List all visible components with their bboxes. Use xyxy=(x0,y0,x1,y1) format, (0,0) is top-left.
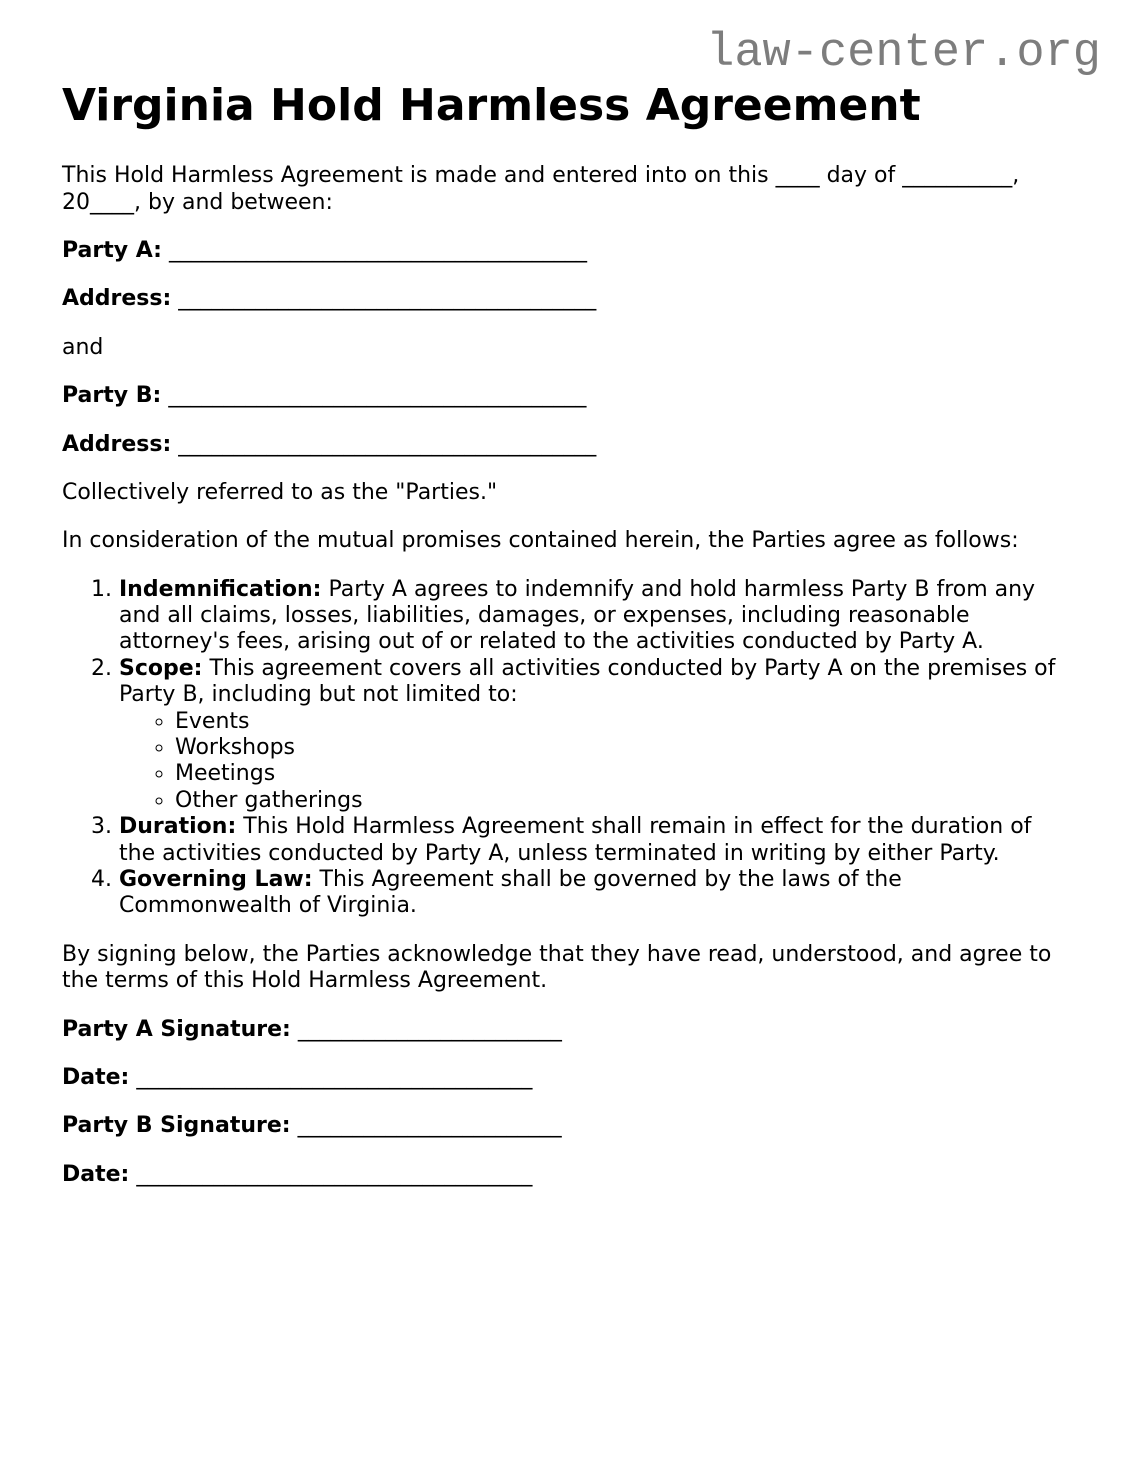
party-b-signature-blank: ________________________ xyxy=(297,1113,562,1139)
clause-item-duration xyxy=(119,814,1071,867)
clause-text: This Agreement shall be governed by the laws of the Commonwealth of Virginia. xyxy=(119,867,902,919)
party-a-signature-label: Party A Signature: xyxy=(62,1016,291,1042)
party-a-signature-blank: ________________________ xyxy=(297,1016,562,1042)
clause-title: Governing Law: xyxy=(119,867,313,892)
clause-item-scope xyxy=(119,656,1071,814)
party-a-date-blank: ____________________________________ xyxy=(136,1064,533,1090)
party-b-address-label: Address: xyxy=(62,431,172,457)
sub-item-events: ◦ Events xyxy=(175,709,1071,735)
sub-item-workshops: ◦ Workshops xyxy=(175,735,1071,761)
collective-reference: Collectively referred to as the "Parties." xyxy=(62,479,498,505)
party-b-date-field xyxy=(62,1162,1071,1188)
clause-item-governing-law xyxy=(119,867,1071,920)
sub-item-other-gatherings: ◦ Other gatherings xyxy=(175,788,1071,814)
closing-paragraph: By signing below, the Parties acknowledge that they have read, understood, and agree to the terms of this Hold Harmless Agreement. xyxy=(62,941,1052,994)
party-b-blank: ______________________________________ xyxy=(168,383,587,409)
party-a-field xyxy=(62,238,1071,264)
clause-title: Scope: xyxy=(119,655,203,681)
party-b-signature-field xyxy=(62,1113,1071,1139)
clauses-list xyxy=(62,577,1071,920)
document-title: Virginia Hold Harmless Agreement xyxy=(62,80,921,132)
party-b-label: Party B: xyxy=(62,383,162,409)
consideration-paragraph: In consideration of the mutual promises contained herein, the Parties agree as follows: xyxy=(62,528,1019,554)
clause-item-indemnification xyxy=(119,577,1071,656)
party-b-address-field xyxy=(62,432,1071,458)
clause-title: Duration: xyxy=(119,814,237,840)
party-a-blank: ______________________________________ xyxy=(168,237,587,263)
party-b-field xyxy=(62,383,1071,409)
party-a-signature-field xyxy=(62,1017,1071,1043)
party-b-date-label: Date: xyxy=(62,1161,130,1187)
party-b-address-blank: ______________________________________ xyxy=(178,431,597,457)
party-a-label: Party A: xyxy=(62,237,162,263)
party-a-date-field xyxy=(62,1065,1071,1091)
clause-title: Indemnification: xyxy=(119,576,322,602)
intro-paragraph: This Hold Harmless Agreement is made and entered into on this ____ day of __________, 20____, by and between: xyxy=(62,163,1020,215)
party-a-date-label: Date: xyxy=(62,1064,130,1090)
clause-text: This Hold Harmless Agreement shall remain in effect for the duration of the activities conducted by Party A, unless terminated in writing by either Party. xyxy=(119,814,1032,866)
party-a-address-label: Address: xyxy=(62,286,172,312)
party-a-address-field xyxy=(62,286,1071,312)
clause-text: Party A agrees to indemnify and hold harmless Party B from any and all claims, losses, liabilities, damages, or expenses, including reasonable attorney's fees, arising out of or related to the activities conducted by Party A. xyxy=(119,576,1036,655)
site-logo: law-center.org xyxy=(706,27,1101,80)
party-b-signature-label: Party B Signature: xyxy=(62,1113,291,1139)
clause-text: This agreement covers all activities conducted by Party A on the premises of Party B, including but not limited to: xyxy=(119,655,1056,708)
party-b-date-blank: ____________________________________ xyxy=(136,1161,533,1187)
sub-item-meetings: ◦ Meetings xyxy=(175,761,1071,787)
party-a-address-blank: ______________________________________ xyxy=(178,286,597,312)
scope-sub-list xyxy=(119,709,1071,815)
conjunction-text: and xyxy=(62,334,104,360)
